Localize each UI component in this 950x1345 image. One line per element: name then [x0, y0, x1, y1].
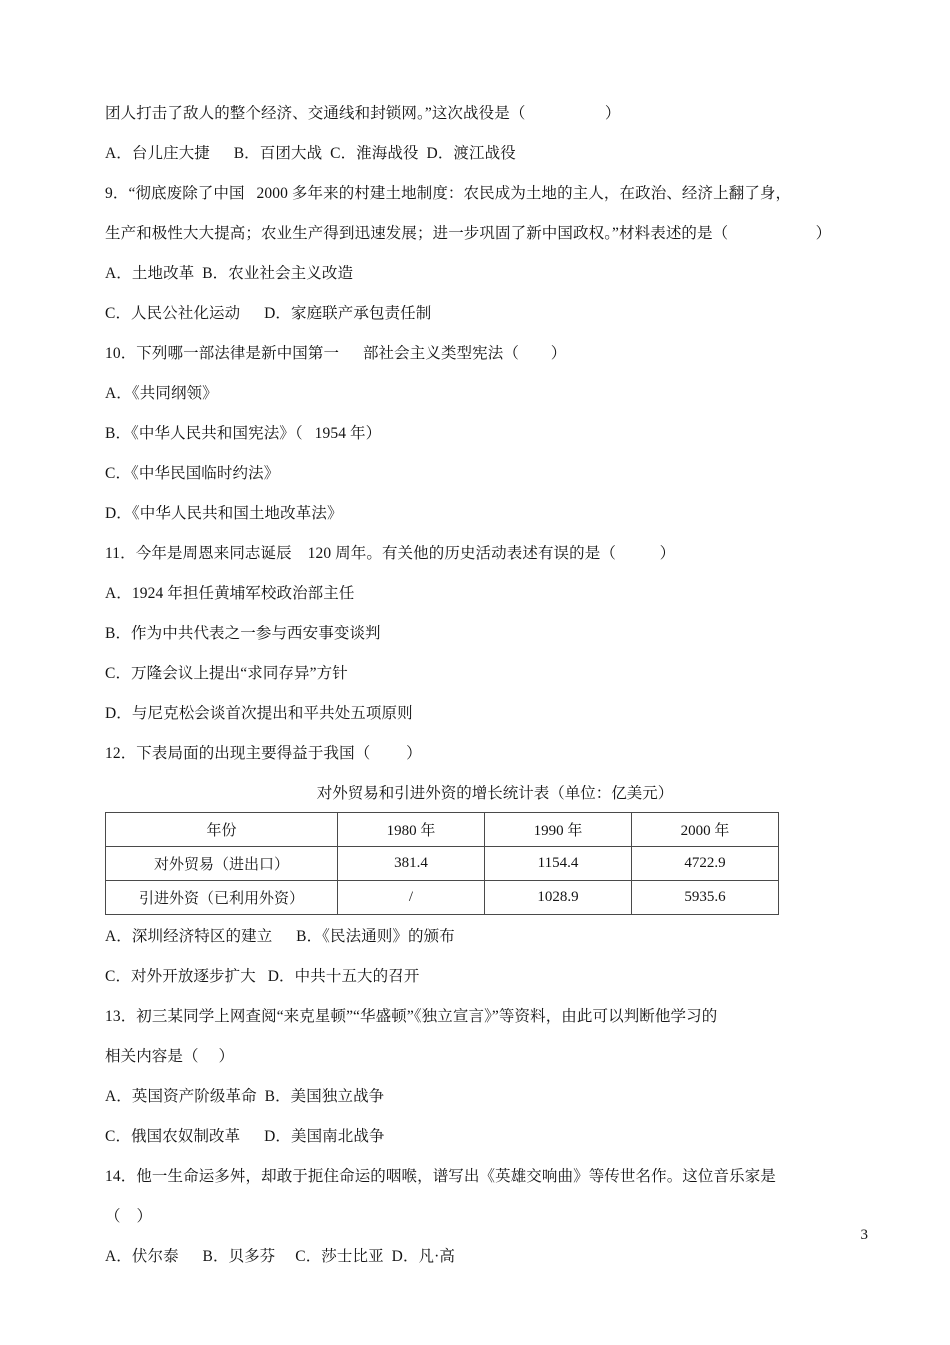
question-9-options-line-2: C．人民公社化运动 D．家庭联产承包责任制 — [105, 305, 432, 322]
question-10 — [105, 346, 865, 524]
question-10-option-c: C．《中华民国临时约法》 — [105, 465, 280, 482]
page-number: 3 — [860, 1227, 868, 1243]
table-header-cell-2000: 2000 年 — [632, 812, 779, 846]
question-13-stem-line-1: 13．初三某同学上网查阅“来克星顿”“华盛顿”《独立宣言》”等资料，由此可以判断他学习的 — [105, 1007, 718, 1025]
question-10-option-b: B．《中华人民共和国宪法》（ 1954 年） — [105, 425, 382, 442]
statistics-table-body — [106, 812, 779, 914]
question-12 — [105, 746, 865, 987]
table-cell-foreign-investment-2000: 5935.6 — [632, 880, 779, 914]
question-10-stem: 10．下列哪一部法律是新中国第一 部社会主义类型宪法（ ） — [105, 345, 567, 362]
question-11-option-d: D．与尼克松会谈首次提出和平共处五项原则 — [105, 705, 413, 722]
question-13-options-line-2: C．俄国农奴制改革 D．美国南北战争 — [105, 1127, 385, 1145]
question-14-stem-line-1: 14．他一生命运多舛，却敢于扼住命运的咽喉，谱写出《英雄交响曲》等传世名作。这位音乐家是 — [105, 1167, 776, 1185]
table-header-cell-1980: 1980 年 — [338, 812, 485, 846]
table-header-cell-year-label: 年份 — [106, 812, 338, 846]
table-header-cell-1990: 1990 年 — [485, 812, 632, 846]
question-10-option-a: A．《共同纲领》 — [105, 385, 218, 402]
question-11-stem: 11．今年是周恩来同志诞辰 120 周年。有关他的历史活动表述有误的是（ ） — [105, 545, 676, 562]
statistics-table — [105, 812, 779, 915]
question-11-option-a: A．1924 年担任黄埔军校政治部主任 — [105, 585, 355, 602]
table-row — [106, 846, 779, 880]
question-12-stem: 12．下表局面的出现主要得益于我国（ ） — [105, 745, 422, 762]
question-13-stem-line-2: 相关内容是（ ） — [105, 1047, 235, 1065]
question-14 — [105, 1169, 865, 1267]
question-12-options-line-2: C．对外开放逐步扩大 D．中共十五大的召开 — [105, 967, 420, 985]
question-13-options-line-1: A．英国资产阶级革命 B．美国独立战争 — [105, 1087, 385, 1105]
question-10-option-d: D．《中华人民共和国土地改革法》 — [105, 505, 343, 522]
table-cell-foreign-investment-1990: 1028.9 — [485, 880, 632, 914]
question-8-stem-continuation: 团人打击了敌人的整个经济、交通线和封锁网。”这次战役是（ ） — [105, 105, 621, 122]
table-cell-foreign-trade-1990: 1154.4 — [485, 846, 632, 880]
question-14-options: A．伏尔泰 B．贝多芬 C．莎士比亚 D．凡·高 — [105, 1247, 456, 1265]
table-cell-foreign-trade-2000: 4722.9 — [632, 846, 779, 880]
table-cell-foreign-investment-1980: / — [338, 880, 485, 914]
page-content — [105, 106, 865, 1289]
question-8-continuation — [105, 106, 865, 164]
question-8-options: A．台儿庄大捷 B．百团大战 C．淮海战役 D．渡江战役 — [105, 145, 516, 162]
question-13 — [105, 1009, 865, 1147]
question-14-stem-line-2: （ ） — [105, 1207, 153, 1225]
statistics-table-caption: 对外贸易和引进外资的增长统计表（单位：亿美元） — [316, 785, 674, 802]
question-11-option-b: B．作为中共代表之一参与西安事变谈判 — [105, 625, 381, 642]
question-9-options-line-1: A．土地改革 B．农业社会主义改造 — [105, 265, 354, 282]
question-11 — [105, 546, 865, 724]
question-12-options-line-1: A．深圳经济特区的建立 B．《民法通则》的颁布 — [105, 927, 455, 945]
table-row-label-foreign-investment: 引进外资（已利用外资） — [106, 880, 338, 914]
question-9-stem-line-2: 生产和极性大大提高；农业生产得到迅速发展；进一步巩固了新中国政权。”材料表述的是（ ） — [105, 225, 832, 242]
table-row — [106, 880, 779, 914]
table-cell-foreign-trade-1980: 381.4 — [338, 846, 485, 880]
question-9 — [105, 186, 865, 324]
question-11-option-c: C．万隆会议上提出“求同存异”方针 — [105, 665, 348, 682]
question-9-stem-line-1: 9．“彻底废除了中国 2000 多年来的村建土地制度：农民成为土地的主人，在政治、经济上翻了身， — [105, 185, 792, 202]
table-header-row — [106, 812, 779, 846]
table-row-label-foreign-trade: 对外贸易（进出口） — [106, 846, 338, 880]
